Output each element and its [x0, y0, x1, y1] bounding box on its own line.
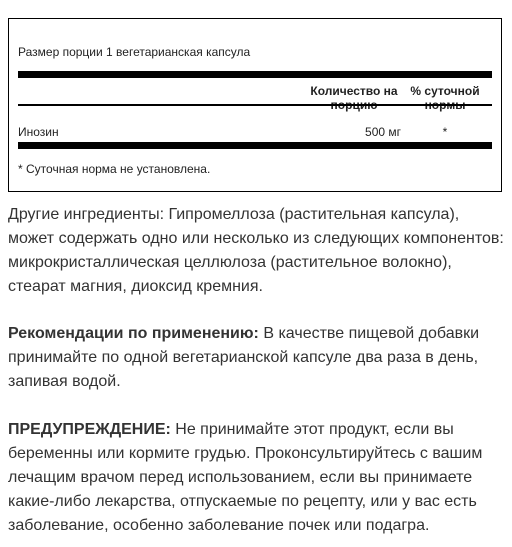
- thick-divider-bottom: [18, 142, 492, 149]
- column-header-amount: Количество на: [310, 84, 398, 98]
- ingredients-text: Другие ингредиенты: Гипромеллоза (растительная капсула), может содержать одно или несколько из следующих компонентов: микрокристаллическая целлюлоза (растительное волокно), стеарат магния, диоксид кремния.: [8, 206, 504, 295]
- usage-label: Рекомендации по применению:: [8, 325, 259, 342]
- thick-divider-top: [18, 71, 492, 78]
- nutrient-daily-value: *: [442, 125, 448, 139]
- warning-text: Не принимайте этот продукт, если вы беременны или кормите грудью. Проконсультируйтесь с вашим лечащим врачом перед использованием, если вы принимаете какие-либо лекарства, отпускаемые по рецепту, или у вас есть заболевание, особенно заболевание почек или подагра.: [8, 421, 483, 534]
- nutrient-amount: 500 мг: [365, 125, 401, 139]
- footnote: * Суточная норма не установлена.: [18, 162, 211, 176]
- column-header-daily-value: % суточной: [410, 84, 480, 98]
- supplement-facts-panel: [8, 18, 502, 192]
- usage-paragraph: [8, 322, 508, 394]
- warning-label: ПРЕДУПРЕЖДЕНИЕ:: [8, 421, 171, 438]
- nutrient-name: Инозин: [18, 125, 59, 139]
- usage-text: В качестве пищевой добавки принимайте по одной вегетарианской капсуле два раза в день, запивая водой.: [8, 325, 480, 390]
- serving-size: Размер порции 1 вегетарианская капсула: [18, 45, 251, 59]
- ingredients-paragraph: [8, 203, 508, 299]
- warning-paragraph: [8, 418, 508, 538]
- thin-divider: [18, 104, 492, 106]
